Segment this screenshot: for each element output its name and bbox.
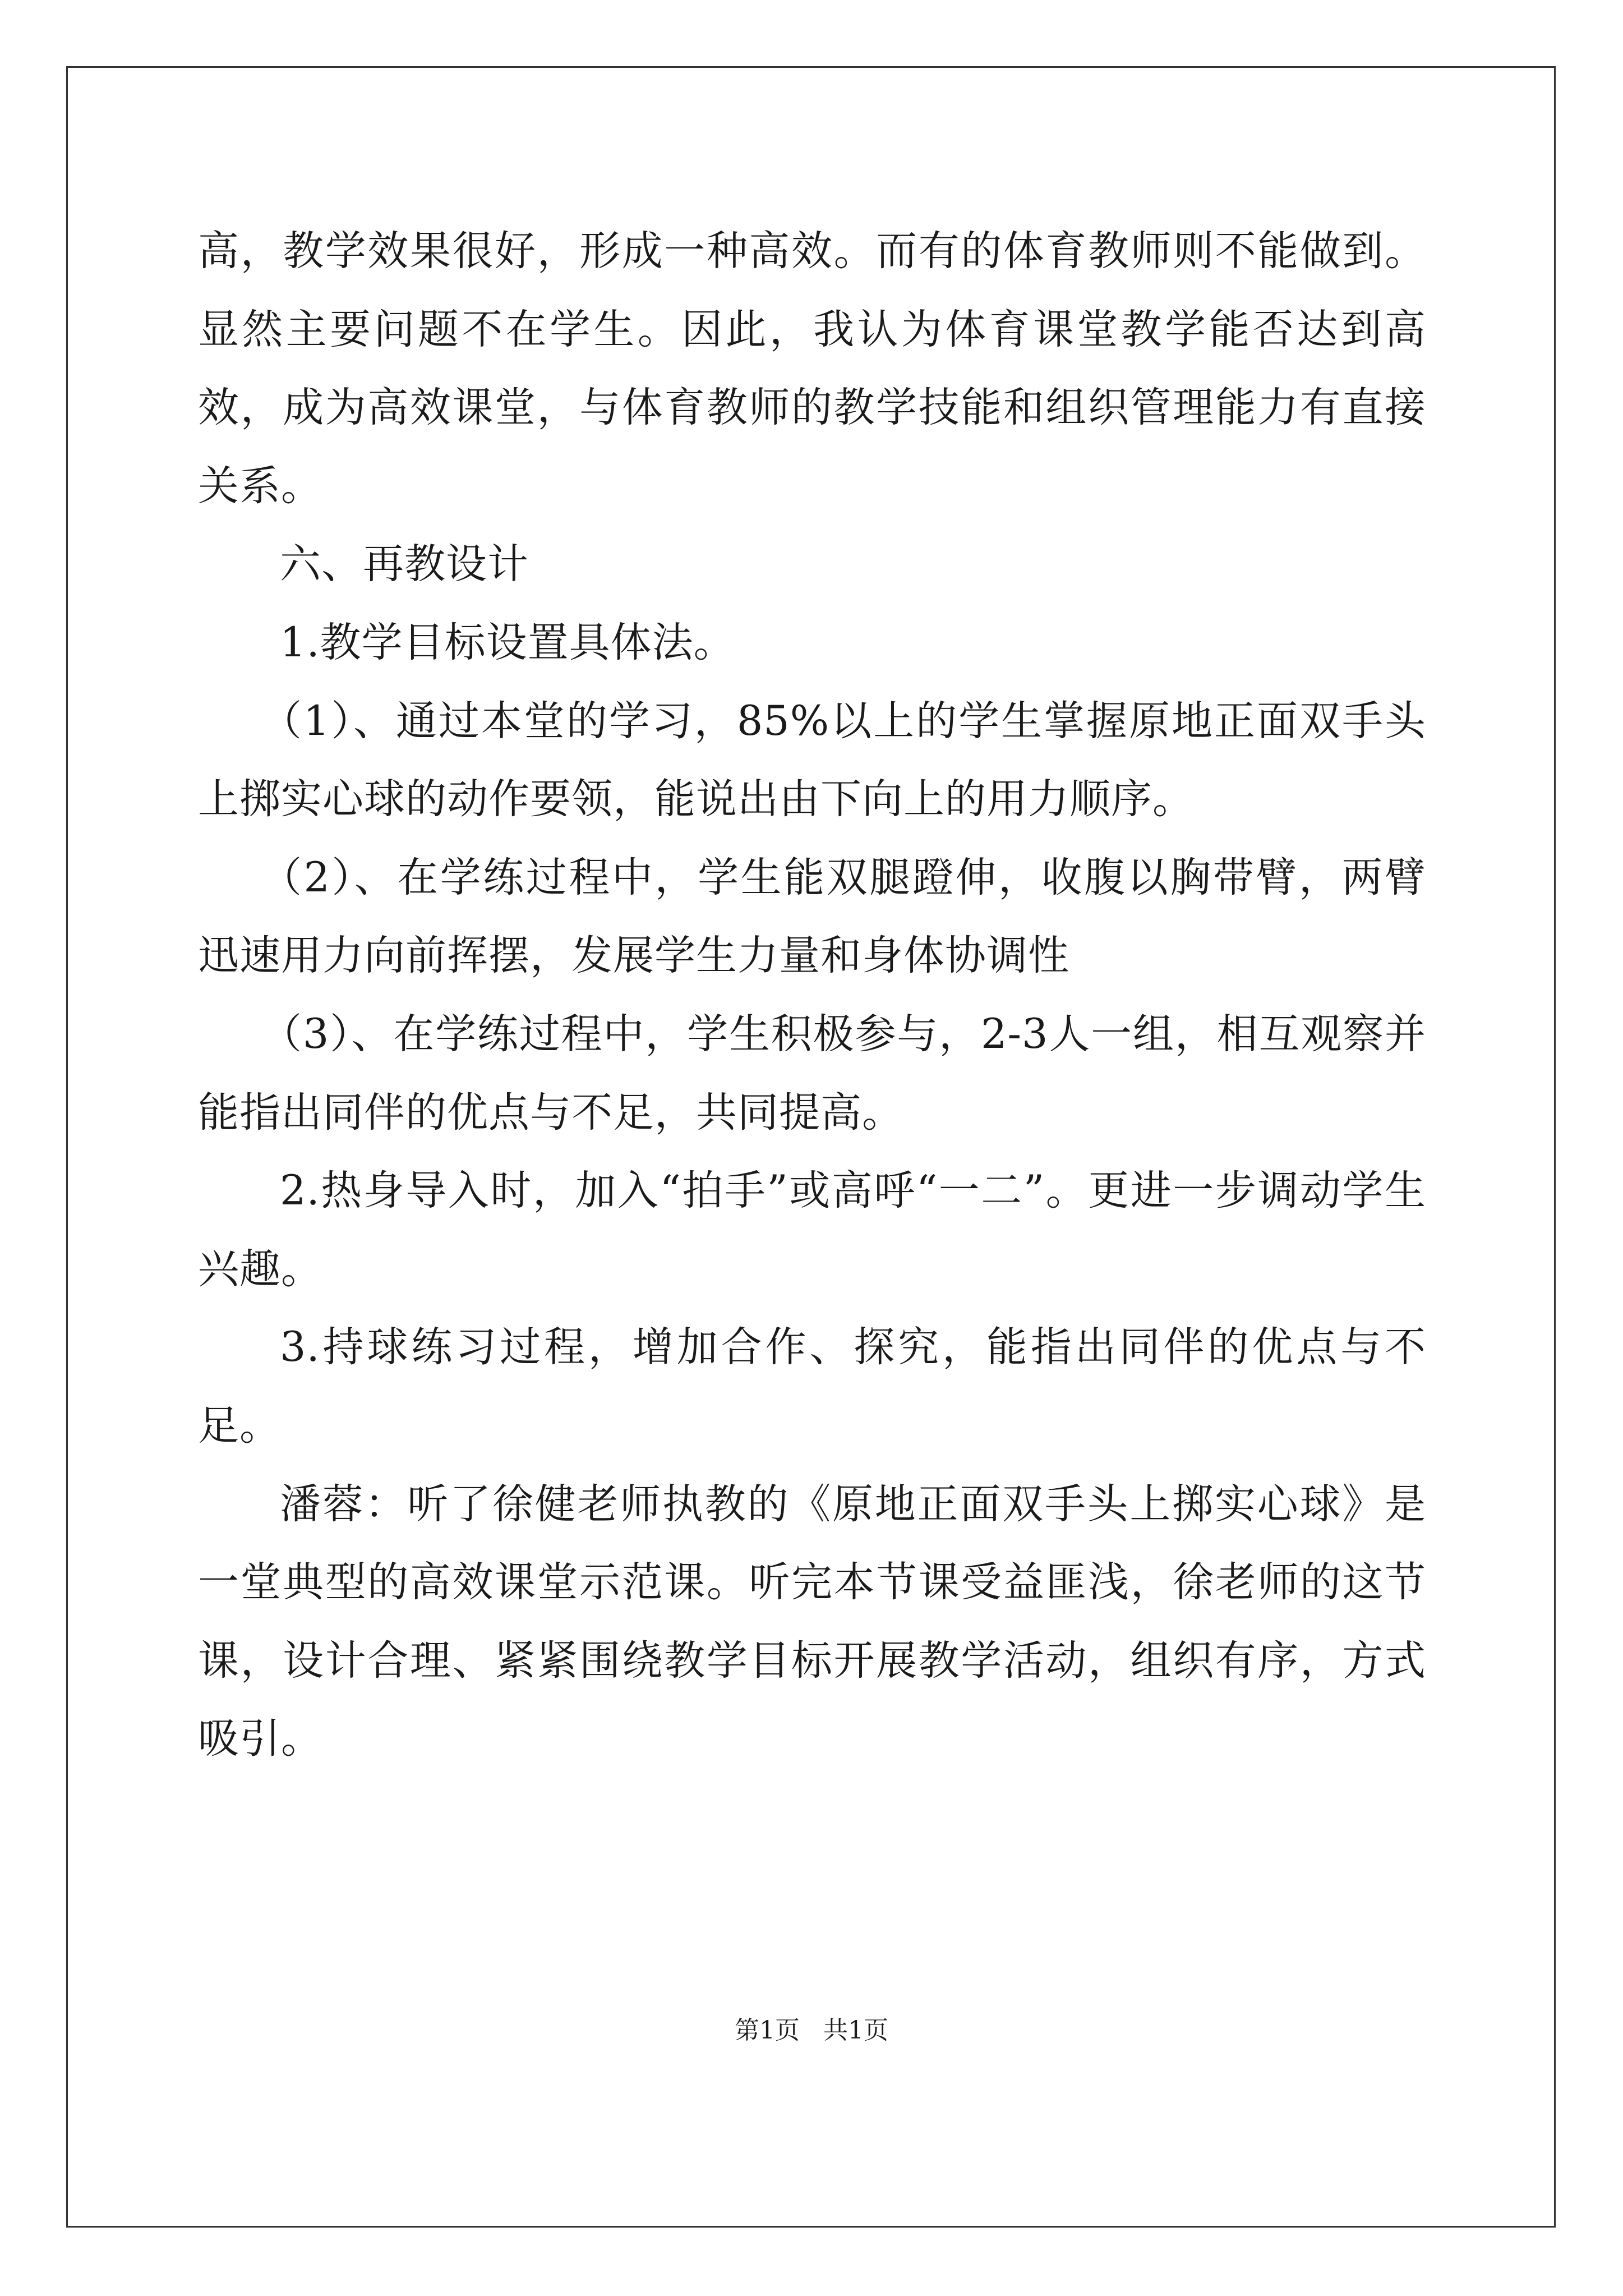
section-heading: 六、再教设计 xyxy=(280,540,529,588)
paragraph-item-3: 3.持球练习过程，增加合作、探究，能指出同伴的优点与不足。 xyxy=(198,1323,1426,1450)
page-number: 第1页 xyxy=(735,2016,800,2045)
paragraph-continuation: 高，教学效果很好，形成一种高效。而有的体育教师则不能做到。显然主要问题不在学生。因此，我认为体育课堂教学能否达到高效，成为高效课堂，与体育教师的教学技能和组织管理能力有直接关系。 xyxy=(198,227,1426,510)
page-total: 共1页 xyxy=(823,2016,888,2045)
paragraph-comment: 潘蓉：听了徐健老师执教的《原地正面双手头上掷实心球》是一堂典型的高效课堂示范课。听完本节课受益匪浅，徐老师的这节课，设计合理、紧紧围绕教学目标开展教学活动，组织有序，方式吸引。 xyxy=(198,1480,1426,1763)
page-footer xyxy=(0,2014,1623,2047)
paragraph-subitem-3: （3）、在学练过程中，学生积极参与，2-3人一组，相互观察并能指出同伴的优点与不足，共同提高。 xyxy=(198,1010,1426,1137)
paragraph-subitem-1: （1）、通过本堂的学习，85%以上的学生掌握原地正面双手头上掷实心球的动作要领，能说出由下向上的用力顺序。 xyxy=(198,697,1426,823)
paragraph-subitem-2: （2）、在学练过程中，学生能双腿蹬伸，收腹以胸带臂，两臂迅速用力向前挥摆，发展学生力量和身体协调性 xyxy=(198,853,1426,980)
document-body xyxy=(198,212,1426,1778)
paragraph-item-2: 2.热身导入时，加入“拍手”或高呼“一二”。更进一步调动学生兴趣。 xyxy=(198,1167,1426,1293)
paragraph-item-1: 1.教学目标设置具体法。 xyxy=(280,618,735,666)
